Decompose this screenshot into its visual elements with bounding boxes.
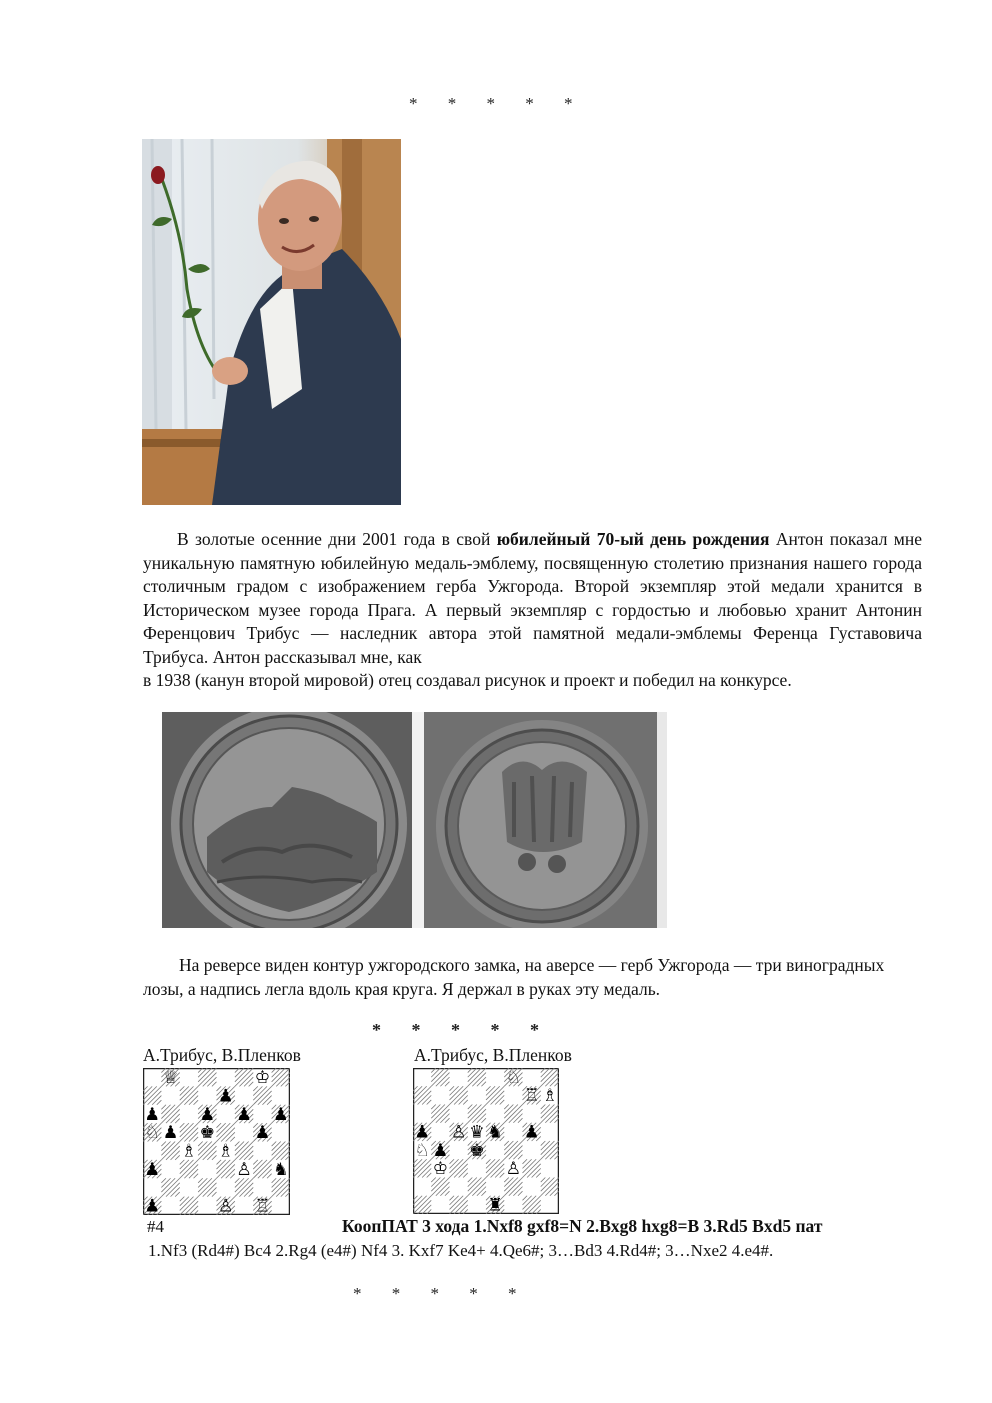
chess-piece: ♕ — [162, 1068, 179, 1089]
paragraph-intro-part-b: Антон показал мне уникальную памятную юбилейную медаль-эмблему, посвященную столетию признания нашего города столичным градом с изображением герба Ужгорода. Второй экземпляр этой медали хранится в Историческом музее города Прага. А первый экземпляр с гордостью и любовью хранит Антонин Ференцович Трибус — наследник автора этой памятной медали-эмблемы Ференца Густавовича Трибуса. Антон рассказывал мне, как — [143, 529, 923, 667]
paragraph-intro-tail: в 1938 (канун второй мировой) отец создавал рисунок и проект и победил на конкурсе. — [143, 670, 792, 690]
chess-piece: ♟ — [144, 1196, 161, 1215]
paragraph-medal: На реверсе виден контур ужгородского замка, на аверсе — герб Ужгорода — три виноградных лозы, а надпись легла вдоль края круга. Я держал в руках эту медаль. — [143, 955, 885, 999]
chess-piece: ♚ — [469, 1140, 485, 1161]
separator-top: * * * * * — [409, 94, 586, 113]
chess-piece: ♙ — [505, 1159, 522, 1180]
chess-piece: ♟ — [414, 1122, 430, 1143]
chess-piece: ♟ — [272, 1104, 289, 1125]
chess-piece: ♛ — [469, 1122, 485, 1143]
chess-piece: ♚ — [199, 1123, 216, 1144]
separator-middle: * * * * * — [372, 1020, 552, 1040]
chess-piece: ♘ — [414, 1140, 430, 1161]
chess-piece: ♖ — [523, 1086, 540, 1107]
chess-piece: ♟ — [523, 1122, 540, 1143]
problem-1-authors: А.Трибус, В.Пленков — [143, 1045, 301, 1065]
portrait-photo — [142, 139, 401, 505]
chess-piece: ♙ — [236, 1159, 252, 1180]
chess-piece: ♗ — [542, 1086, 558, 1107]
separator-bottom: * * * * * — [353, 1284, 530, 1303]
chess-piece: ♟ — [162, 1123, 179, 1144]
paragraph-intro-part-a: В золотые осенние дни 2001 года в свой — [177, 529, 497, 549]
chess-piece: ♔ — [432, 1159, 449, 1180]
chess-piece: ♘ — [144, 1123, 161, 1144]
problem-1-solution: 1.Nf3 (Rd4#) Bc4 2.Rg4 (e4#) Nf4 3. Kxf7 Ke4+ 4.Qe6#; 3…Bd3 4.Rd4#; 3…Nxe2 4.e4#. — [148, 1241, 774, 1260]
medals-photo — [162, 712, 667, 928]
paragraph-intro-bold: юбилейный 70-ый день рождения — [496, 529, 770, 549]
problem-1-stipulation: #4 — [147, 1217, 164, 1236]
chess-piece: ♟ — [254, 1123, 271, 1144]
chess-piece: ♞ — [272, 1159, 289, 1180]
paragraph-intro — [143, 528, 922, 693]
problem-2-authors: А.Трибус, В.Пленков — [414, 1045, 572, 1065]
chess-piece: ♜ — [487, 1195, 503, 1214]
chess-piece: ♔ — [254, 1068, 271, 1089]
chess-piece: ♙ — [450, 1122, 467, 1143]
chess-board-1 — [143, 1068, 290, 1215]
chess-piece: ♟ — [432, 1140, 449, 1161]
chess-board-2 — [413, 1068, 559, 1214]
chess-piece: ♖ — [254, 1196, 271, 1215]
chess-piece: ♟ — [144, 1104, 161, 1125]
chess-piece: ♟ — [144, 1159, 161, 1180]
chess-piece: ♙ — [217, 1196, 234, 1215]
chess-piece: ♟ — [217, 1086, 234, 1107]
problem-2-stipulation: КоопПАТ 3 хода 1.Nxf8 gxf8=N 2.Bxg8 hxg8=B 3.Rd5 Bxd5 пат — [342, 1216, 823, 1236]
chess-piece: ♗ — [217, 1141, 234, 1162]
chess-piece: ♟ — [236, 1104, 252, 1125]
chess-piece: ♟ — [199, 1104, 216, 1125]
chess-piece: ♗ — [181, 1141, 197, 1162]
chess-piece: ♘ — [505, 1068, 522, 1088]
chess-piece: ♞ — [487, 1122, 503, 1143]
